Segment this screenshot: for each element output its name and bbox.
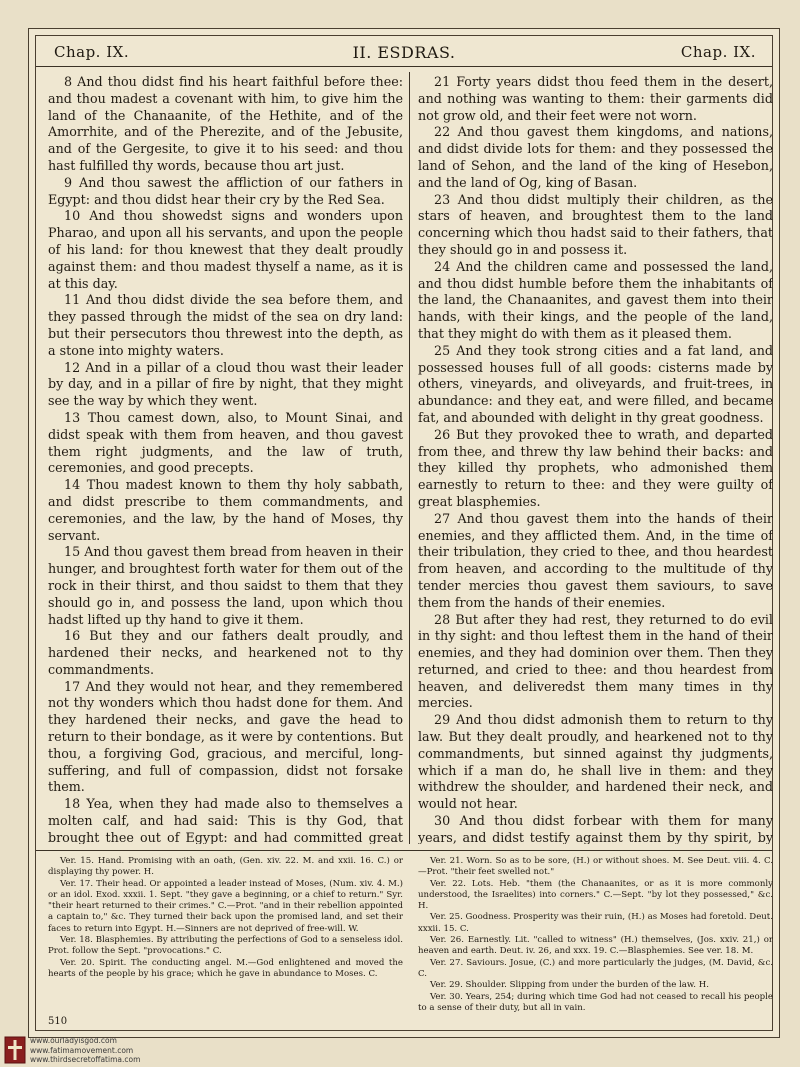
verse: 24 And the children came and possessed the land, and thou didst humble before them the inhabitants of the land, the Chanaanites, and gavest them into their hands, with their kings, and the people of the land, that they might do with them as it pleased them.: [418, 258, 773, 341]
page-number: 510: [48, 1016, 68, 1027]
verse: 28 But after they had rest, they returned to do evil in thy sight: and thou leftest them in the hand of their enemies, and they had dominion over them. Then they returned, and cried to thee: and thou heardest from heaven, and deliveredst them many times in thy mercies.: [418, 611, 773, 711]
verse: 21 Forty years didst thou feed them in the desert, and nothing was wanting to them: their garments did not grow old, and their feet were not worn.: [418, 74, 773, 123]
book-page: [28, 28, 780, 1038]
footnotes-right: [418, 856, 773, 1014]
verse: 13 Thou camest down, also, to Mount Sinai, and didst speak with them from heaven, and thou gavest them right judgments, and the law of truth, ceremonies, and good precepts.: [48, 409, 403, 476]
verse: 8 And thou didst find his heart faithful before thee: and thou madest a covenant with him, to give him the land of the Chanaanite, of the Hethite, and of the Amorrhite, and of the Pherezite, and of the Jebusite, and of the Gergesite, to give it to his seed: and thou hast fulfilled thy words, because thou art just.: [48, 74, 403, 173]
footnote: Ver. 25. Goodness. Prosperity was their ruin, (H.) as Moses had foretold. Deut. xxxii. 15. C.: [418, 912, 773, 934]
verse: 27 And thou gavest them into the hands of their enemies, and they afflicted them. And, in the time of their tribulation, they cried to thee, and thou heardest from heaven, and according to the multitude of thy tender mercies thou gavest them saviours, to save them from the hands of their enemies.: [418, 510, 773, 610]
footnote: Ver. 18. Blasphemies. By attributing the perfections of God to a senseless idol. Prot. follow the Sept. "provocations." C.: [48, 935, 403, 957]
website-link[interactable]: www.fatimamovement.com: [30, 1045, 134, 1055]
footnote-divider: [36, 850, 772, 851]
verse: 30 And thou didst forbear with them for many years, and didst testify against them by thy spirit, by: [418, 813, 773, 844]
footnote: Ver. 21. Worn. So as to be sore, (H.) or without shoes. M. See Deut. viii. 4. C.—Prot. "their feet swelled not.": [418, 856, 773, 878]
footnote: Ver. 30. Years, 254; during which time God had not ceased to recall his people to a sense of their duty, but all in vain.: [418, 991, 773, 1013]
website-link[interactable]: www.ourladyisgod.com: [30, 1036, 117, 1045]
verse: 16 But they and our fathers dealt proudly, and hardened their necks, and hearkened not to thy commandments.: [48, 628, 403, 677]
verse: 23 And thou didst multiply their children, as the stars of heaven, and broughtest them to the land concerning which thou hadst said to their fathers, that they should go in and possess it.: [418, 191, 773, 257]
footnotes-left: [48, 856, 403, 980]
verse: 10 And thou showedst signs and wonders upon Pharao, and upon all his servants, and upon the people of his land: for thou knewest that they dealt proudly against them: and thou madest thyself a name, as it is at this day.: [48, 208, 403, 291]
text-column-right: [418, 74, 773, 844]
column-divider: [409, 72, 410, 844]
book-title: II. ESDRAS.: [352, 43, 456, 62]
verse: 29 And thou didst admonish them to return to thy law. But they dealt proudly, and hearkened not to thy commandments, but sinned against thy judgments, which if a man do, he shall live in them: and they withdrew the shoulder, and hardened their neck, and would not hear.: [418, 712, 773, 812]
verse: 22 And thou gavest them kingdoms, and nations, and didst divide lots for them: and they possessed the land of Sehon, and the land of the king of Hesebon, and the land of Og, king of Basan.: [418, 124, 773, 190]
verse: 11 And thou didst divide the sea before them, and they passed through the midst of the sea on dry land: but their persecutors thou threwest into the depth, as a stone into mighty waters.: [48, 292, 403, 358]
running-header: [36, 36, 772, 67]
verse: 25 And they took strong cities and a fat land, and possessed houses full of all goods: cisterns made by others, vineyards, and oliveyards, and fruit-trees, in abundance: and they eat, and were filled, and became fat, and abounded with delight in thy great goodness.: [418, 342, 773, 425]
footnote: Ver. 20. Spirit. The conducting angel. M.—God enlightened and moved the hearts of the people by his grace; which he gave in abundance to Moses. C.: [48, 957, 403, 979]
verse: 26 But they provoked thee to wrath, and departed from thee, and threw thy law behind their backs: and they killed thy prophets, who admonished them earnestly to return to thee: and they were guilty of great blasphemies.: [418, 426, 773, 509]
verse: 12 And in a pillar of a cloud thou wast their leader by day, and in a pillar of fire by night, that they might see the way by which they went.: [48, 359, 403, 409]
footnote: Ver. 22. Lots. Heb. "them (the Chanaanites, or as it is more commonly understood, the Israelites) into corners." C.—Sept. "by lot they possessed," &c. H.: [418, 878, 773, 912]
website-link[interactable]: www.thirdsecretoffatima.com: [30, 1055, 141, 1064]
chapter-label-right: Chap. IX.: [680, 43, 756, 61]
cross-emblem-icon: [4, 1036, 26, 1064]
verse: 18 Yea, when they had made also to themselves a molten calf, and had said: This is thy God, that brought thee out of Egypt: and had committed great: [48, 796, 403, 844]
verse: 9 And thou sawest the affliction of our fathers in Egypt: and thou didst hear their cry by the Red Sea.: [48, 174, 403, 207]
footnote: Ver. 27. Saviours. Josue, (C.) and more particularly the judges, (M. David, &c. C.: [418, 957, 773, 979]
text-column-left: [48, 74, 403, 844]
page-frame: [35, 35, 773, 1031]
verse: 15 And thou gavest them bread from heaven in their hunger, and broughtest forth water for them out of the rock in their thirst, and thou saidst to them that they should go in, and possess the land, upon which thou hadst lifted up thy hand to give it them.: [48, 544, 403, 627]
footnote: Ver. 29. Shoulder. Slipping from under the burden of the law. H.: [430, 980, 709, 991]
verse: 17 And they would not hear, and they remembered not thy wonders which thou hadst done for them. And they hardened their necks, and gave the head to return to their bondage, as it were by contentions. But thou, a forgiving God, gracious, and merciful, long-suffering, and full of compassion, didst not forsake them.: [48, 678, 403, 795]
verse: 14 Thou madest known to them thy holy sabbath, and didst prescribe to them commandments, and ceremonies, and the law, by the hand of Moses, thy servant.: [48, 477, 403, 543]
website-links: [30, 1036, 140, 1065]
footnote: Ver. 26. Earnestly. Lit. "called to witness" (H.) themselves, (Jos. xxiv. 21,) or heaven and earth. Deut. iv. 26, and xxx. 19. C.—Blasphemies. See ver. 18. M.: [418, 935, 773, 957]
footnote: Ver. 17. Their head. Or appointed a leader instead of Moses, (Num. xiv. 4. M.) or an idol. Exod. xxxii. 1. Sept. "they gave a beginning, or a chief to return." Syr. "their heart returned to their crimes." C.—Prot. "and in their rebellion appointed a captain to," &c. They turned their back upon the promised land, and set their faces to return into Egypt. H.—Sinners are not deprived of free-will. W.: [48, 878, 403, 934]
chapter-label-left: Chap. IX.: [54, 43, 130, 61]
footnote: Ver. 15. Hand. Promising with an oath, (Gen. xiv. 22. M. and xxii. 16. C.) or displaying thy power. H.: [48, 856, 403, 878]
